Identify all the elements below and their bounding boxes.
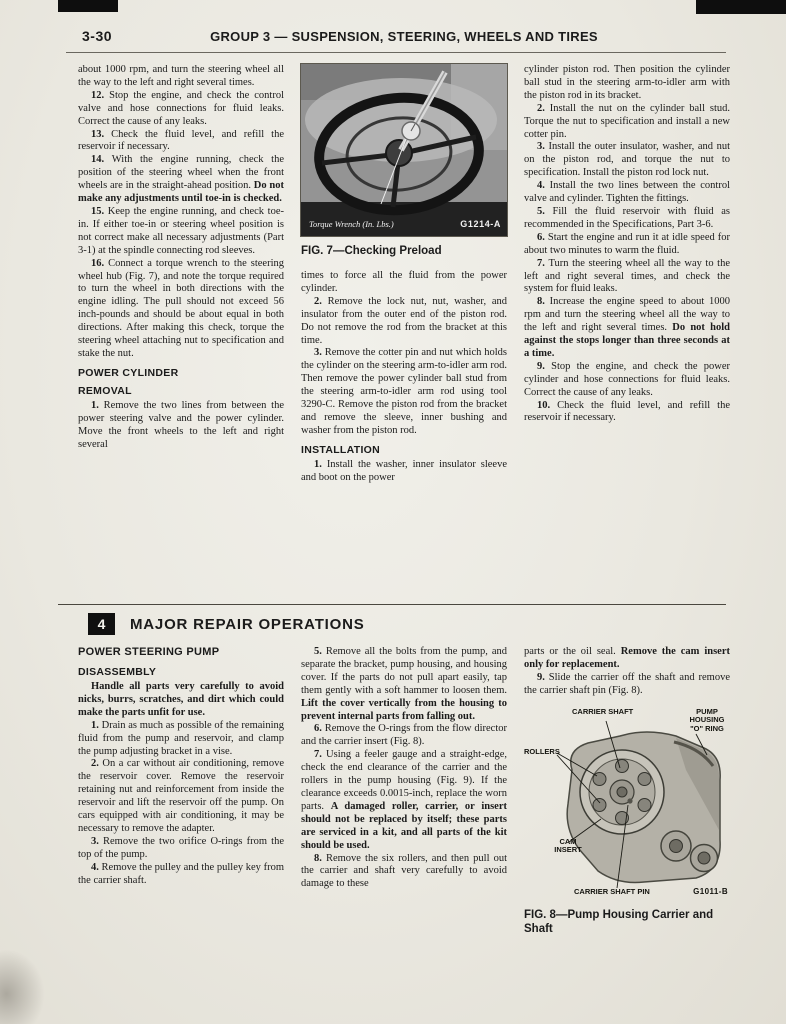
column-subheading: POWER CYLINDER bbox=[78, 366, 179, 379]
bottom-column-3 bbox=[524, 646, 730, 1016]
page-number: 3-30 bbox=[82, 28, 113, 44]
paragraph: parts or the oil seal. Remove the cam insert only for replacement. bbox=[524, 646, 730, 670]
paragraph: 7. Turn the steering wheel all the way to the left and right several times, and check the system for fluid leaks. bbox=[524, 257, 730, 295]
corner-print-bar-right bbox=[696, 0, 786, 14]
paragraph: 2. Remove the lock nut, nut, washer, and insulator from the outer end of the piston rod. Do not remove the rod from the bracket at this time. bbox=[301, 295, 507, 346]
fig8-label-carrier-shaft-pin: CARRIER SHAFT PIN bbox=[574, 887, 650, 897]
fig8-label-pump-housing-o-ring: PUMP HOUSING "O" RING bbox=[689, 706, 725, 733]
fig8-label-carrier-shaft: CARRIER SHAFT bbox=[572, 706, 634, 716]
paragraph: 5. Fill the fluid reservoir with fluid as recommended in the Specifications, Part 3-6. bbox=[524, 205, 731, 230]
fig7-caption: FIG. 7—Checking Preload bbox=[301, 245, 442, 257]
figure-8 bbox=[524, 708, 730, 936]
corner-print-bar-left bbox=[58, 0, 118, 12]
paragraph: 9. Slide the carrier off the shaft and remove the carrier shaft pin (Fig. 8). bbox=[524, 671, 730, 696]
top-section bbox=[78, 64, 730, 598]
paragraph: 3. Install the outer insulator, washer, and nut on the piston rod, and torque the nut to specification. Install the piston rod lock nut. bbox=[524, 141, 730, 179]
paragraph: 6. Start the engine and run it at idle speed for about two minutes to warm the fluid. bbox=[524, 231, 730, 256]
section-number-badge: 4 bbox=[88, 613, 115, 635]
paragraph: 8. Remove the six rollers, and then pull out the carrier and shaft very carefully to avoid damage to these bbox=[301, 852, 507, 890]
paragraph: 3. Remove the two orifice O-rings from the top of the pump. bbox=[78, 835, 284, 860]
top-column-1 bbox=[78, 64, 284, 598]
pump-housing-illustration bbox=[524, 708, 730, 900]
paragraph: 9. Stop the engine, and check the power cylinder and hose connections for fluid leaks. Correct the cause of any leaks. bbox=[524, 360, 730, 398]
paragraph: cylinder piston rod. Then position the cylinder ball stud in the steering arm-to-idler arm with the piston rod in its bracket. bbox=[524, 64, 730, 101]
column-subheading: REMOVAL bbox=[78, 384, 132, 397]
fig8-caption: FIG. 8—Pump Housing Carrier and Shaft bbox=[524, 908, 714, 935]
paragraph: 14. With the engine running, check the position of the steering wheel when the front wheels are in the straight-ahead position. Do not make any adjustments until toe-in is checked. bbox=[78, 154, 285, 205]
paragraph: 13. Check the fluid level, and refill the reservoir if necessary. bbox=[78, 128, 284, 153]
bottom-column-3-text bbox=[524, 646, 730, 698]
fig8-illustration bbox=[524, 708, 730, 900]
column-subheading: INSTALLATION bbox=[301, 443, 381, 456]
paragraph: about 1000 rpm, and turn the steering wheel all the way to the left and right several times. bbox=[78, 64, 284, 88]
fig8-reference-code: G1011-B bbox=[693, 887, 728, 897]
paragraph: 15. Keep the engine running, and check toe-in. If either toe-in or steering wheel position is not correct make all necessary adjustments (Part 3-1) at the spindle connecting rod sleeves. bbox=[78, 205, 284, 256]
paragraph: 1. Drain as much as possible of the remaining fluid from the pump and reservoir, and clamp the pump adjusting bracket in a vise. bbox=[78, 719, 284, 757]
fig7-torque-wrench-label: Torque Wrench (In. Lbs.) bbox=[309, 219, 394, 229]
paragraph: Handle all parts very carefully to avoid nicks, burrs, scratches, and dirt which could make the parts unfit for use. bbox=[78, 681, 284, 718]
bottom-column-1 bbox=[78, 646, 284, 1016]
figure-7 bbox=[301, 64, 507, 258]
column-subheading: DISASSEMBLY bbox=[78, 666, 157, 678]
paragraph: 2. Install the nut on the cylinder ball stud. Torque the nut to specification and install a new cotter pin. bbox=[524, 102, 731, 140]
column-subheading: POWER STEERING PUMP bbox=[78, 646, 220, 658]
paragraph: 12. Stop the engine, and check the control valve and hose connections for fluid leaks. Correct the cause of any leaks. bbox=[78, 89, 284, 127]
scan-smudge bbox=[0, 949, 45, 1024]
paragraph: 10. Check the fluid level, and refill the reservoir if necessary. bbox=[524, 399, 730, 424]
paragraph: 5. Remove all the bolts from the pump, and separate the bracket, pump housing, and housing cover. If the parts do not pull apart easily, tap them gently with a soft hammer to loosen them. Lift the cover vertically from the housing to prevent internal parts from falling out. bbox=[301, 646, 507, 722]
paragraph: 16. Connect a torque wrench to the steering wheel hub (Fig. 7), and note the torque required to turn the wheel in both directions with the engine idling. The pull should not exceed 56 inch-pounds and should be about equal in both directions. After making this check, torque the steering wheel attaching nut to specification and stake the nut. bbox=[78, 257, 285, 359]
paragraph: 1. Install the washer, inner insulator sleeve and boot on the power bbox=[301, 458, 508, 483]
page-header bbox=[78, 27, 730, 47]
top-column-2-text bbox=[301, 270, 507, 485]
paragraph: times to force all the fluid from the power cylinder. bbox=[301, 270, 507, 294]
bottom-column-2 bbox=[301, 646, 507, 1016]
fig7-reference-code: G1214-A bbox=[460, 219, 501, 229]
section-divider-rule bbox=[58, 604, 726, 605]
page-title: GROUP 3 — SUSPENSION, STEERING, WHEELS AND TIRES bbox=[210, 29, 598, 44]
fig8-label-rollers: ROLLERS bbox=[524, 746, 560, 756]
paragraph: 4. Remove the pulley and the pulley key from the carrier shaft. bbox=[78, 861, 284, 886]
paragraph: 6. Remove the O-rings from the flow director and the carrier insert (Fig. 8). bbox=[301, 723, 507, 748]
paragraph: 1. Remove the two lines from between the power steering valve and the power cylinder. Move the front wheels to the left and right several bbox=[78, 399, 285, 450]
fig7-photo bbox=[301, 64, 507, 236]
header-rule bbox=[66, 52, 726, 53]
top-column-2 bbox=[301, 64, 507, 598]
paragraph: 4. Install the two lines between the control valve and cylinder. Tighten the fittings. bbox=[524, 180, 730, 205]
bottom-section bbox=[78, 646, 730, 1016]
section-title: MAJOR REPAIR OPERATIONS bbox=[130, 615, 365, 633]
paragraph: 7. Using a feeler gauge and a straight-edge, check the end clearance of the carrier and the rollers in the pump housing (Fig. 9). If the clearance exceeds 0.0015-inch, replace the worn parts. A damaged roller, carrier, or insert should not be replaced by itself; these parts are serviced in a kit, and all parts of the kit should be used. bbox=[301, 749, 508, 851]
major-repair-operations-heading bbox=[88, 613, 365, 635]
paragraph: 2. On a car without air conditioning, remove the reservoir cover. Remove the reservoir retaining nut and reinforcement from inside the reservoir and lift the reservoir off the pump. On cars equipped with air conditioning, it may be necessary to remove the adapter. bbox=[78, 758, 284, 834]
steering-wheel-photo-illustration bbox=[301, 64, 507, 236]
top-column-3 bbox=[524, 64, 730, 598]
paragraph: 8. Increase the engine speed to about 1000 rpm and turn the steering wheel all the way to the left and right several times. Do not hold against the stops longer than three seconds at a time. bbox=[524, 296, 730, 359]
fig8-label-cam-insert: CAM INSERT bbox=[554, 836, 582, 855]
paragraph: 3. Remove the cotter pin and nut which holds the cylinder on the steering arm-to-idler arm rod. Then remove the power cylinder ball stud from the steering arm-to-idler arm rod using tool 3290-C. Remove the piston rod from the bracket and remove the sleeve, inner bushing and washer from the piston rod. bbox=[301, 347, 507, 436]
